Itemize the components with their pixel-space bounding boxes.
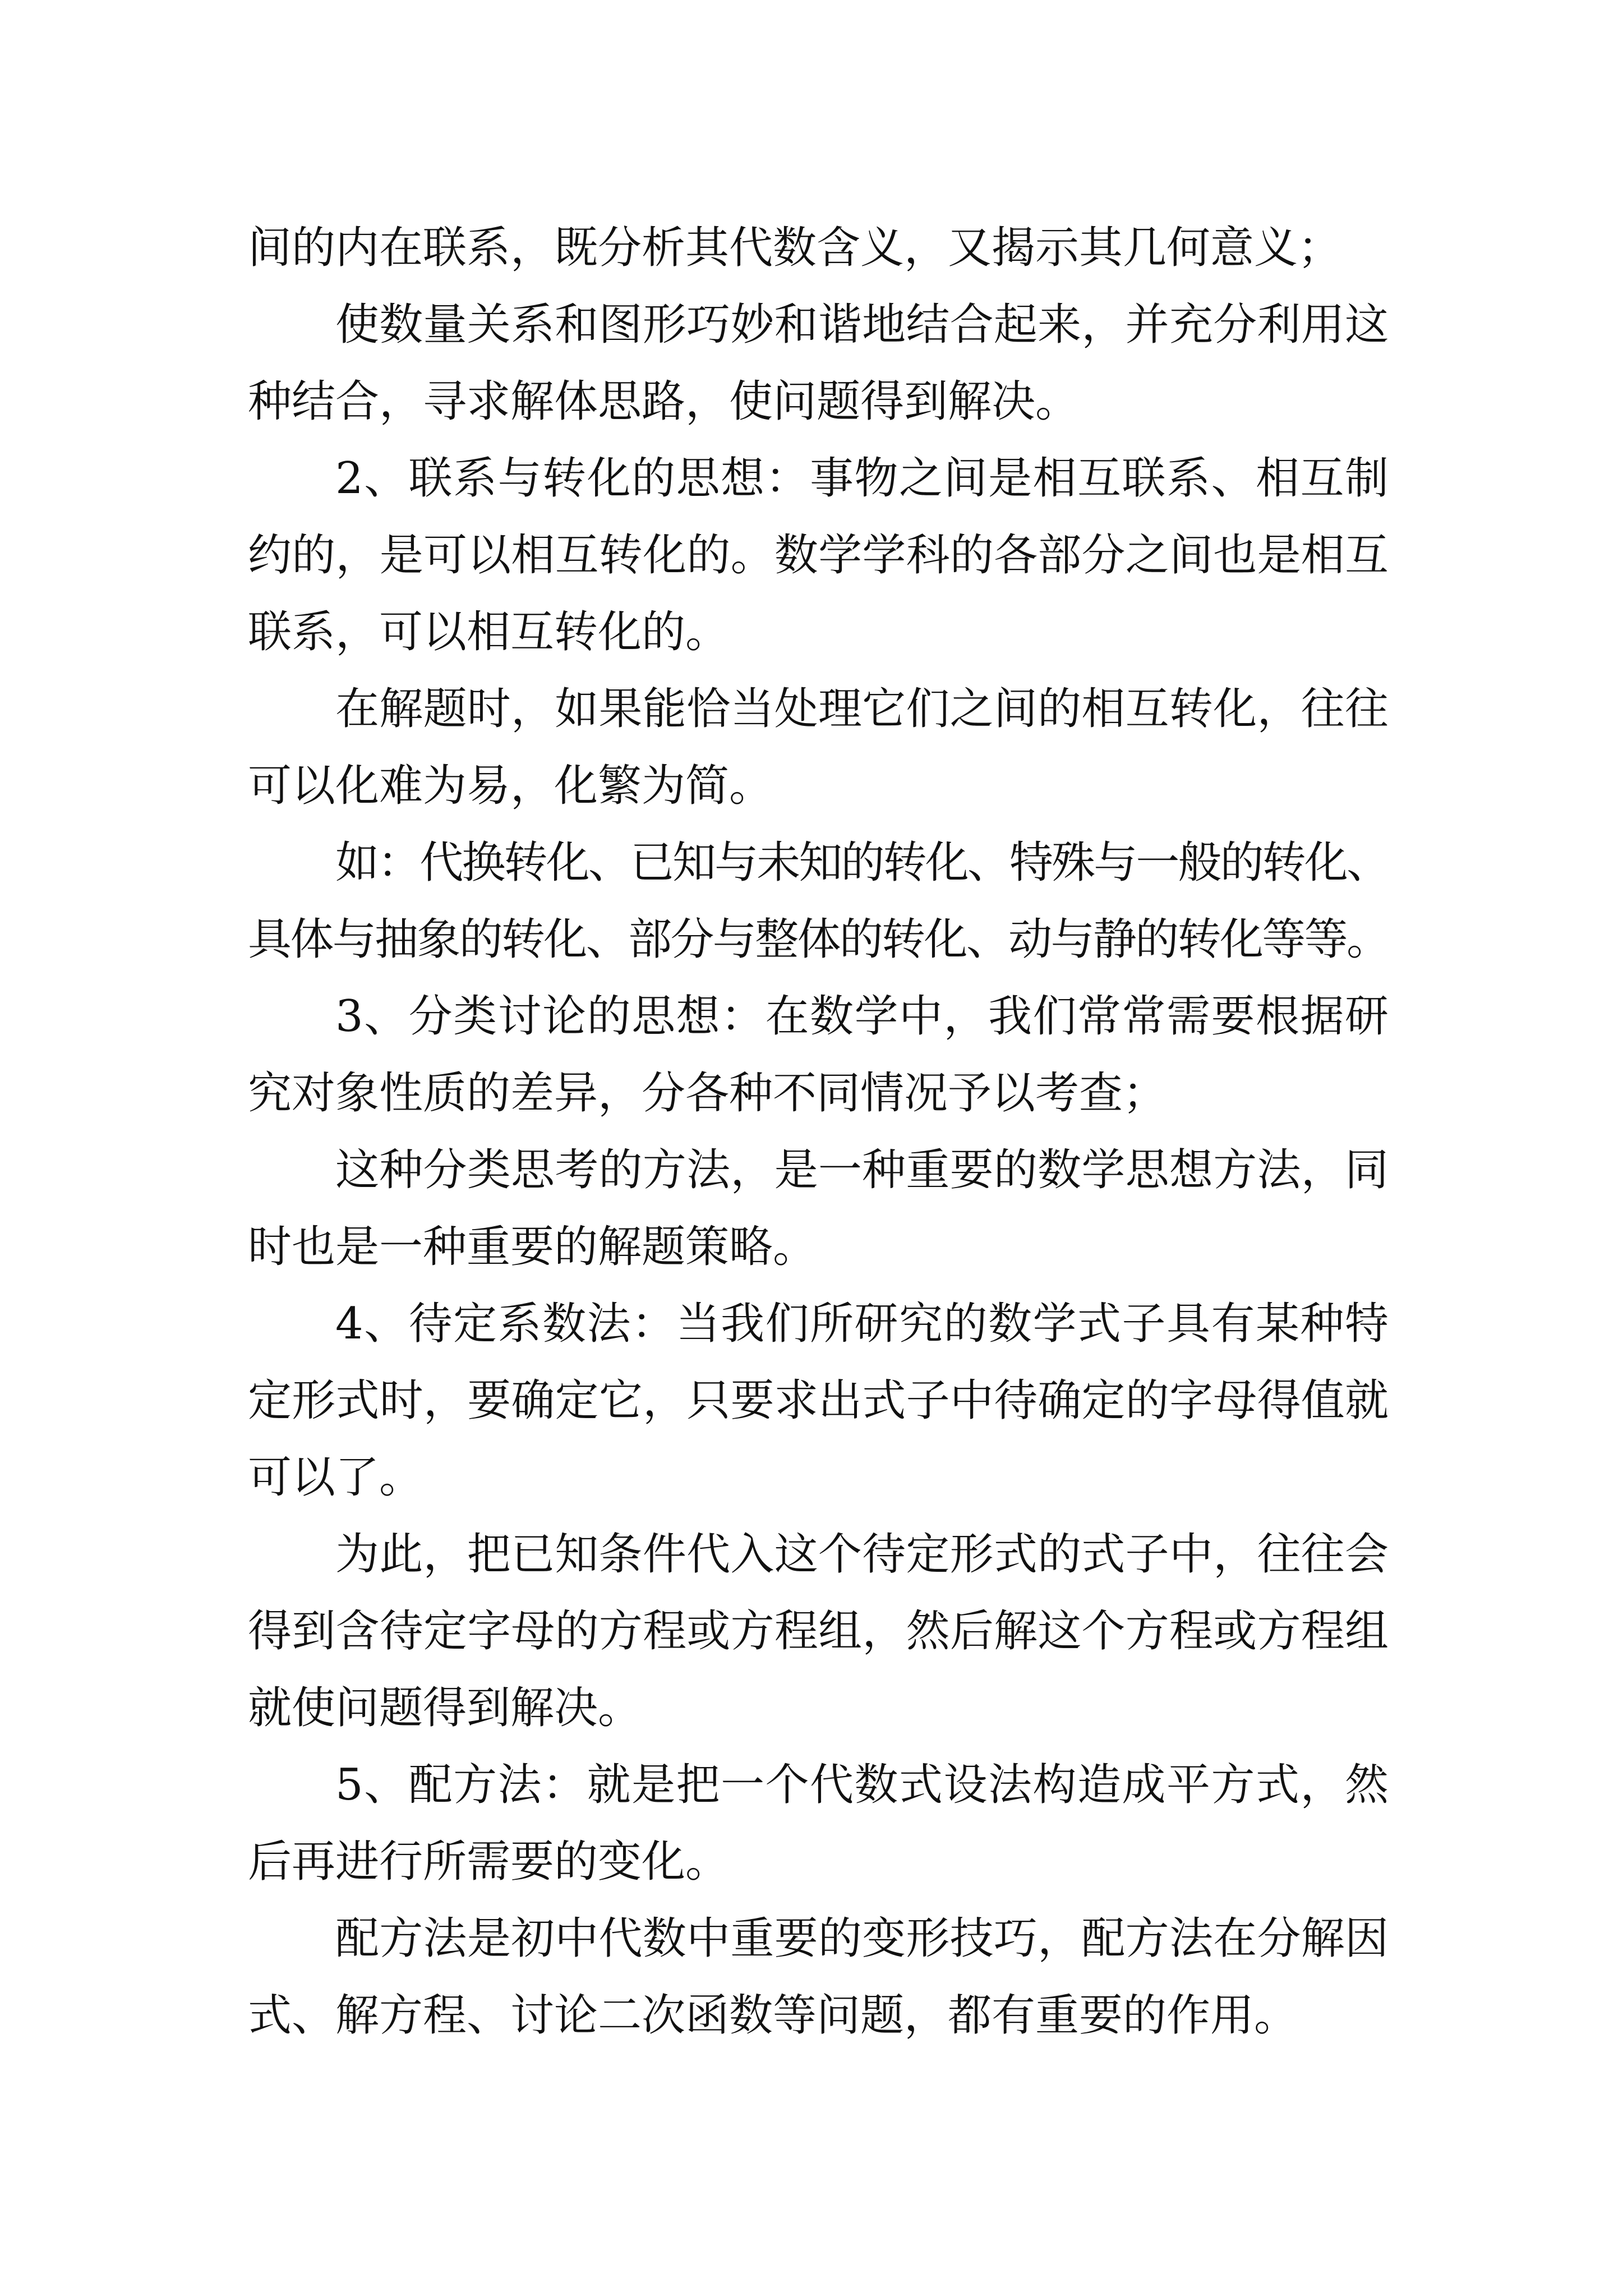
text-line: 具体与抽象的转化、部分与整体的转化、动与静的转化等等。 bbox=[248, 914, 1389, 965]
text-line: 配方法是初中代数中重要的变形技巧，配方法在分解因 bbox=[335, 1913, 1389, 1964]
text-line: 式、解方程、讨论二次函数等问题，都有重要的作用。 bbox=[248, 1990, 1298, 2041]
paragraph bbox=[248, 287, 1389, 440]
text-line: 4、待定系数法：当我们所研究的数学式子具有某种特 bbox=[335, 1299, 1389, 1349]
text-line: 这种分类思考的方法，是一种重要的数学思想方法，同 bbox=[335, 1145, 1389, 1195]
text-line: 可以了。 bbox=[248, 1452, 423, 1503]
text-line: 究对象性质的差异，分各种不同情况予以考查； bbox=[248, 1068, 1167, 1119]
paragraph bbox=[248, 1901, 1389, 2054]
text-line: 得到含待定字母的方程或方程组，然后解这个方程或方程组 bbox=[248, 1606, 1389, 1657]
text-line: 就使问题得到解决。 bbox=[248, 1683, 642, 1733]
text-line: 种结合，寻求解体思路，使问题得到解决。 bbox=[248, 376, 1080, 427]
document-body bbox=[248, 210, 1389, 2054]
text-line: 约的，是可以相互转化的。数学学科的各部分之间也是相互 bbox=[248, 530, 1389, 581]
paragraph bbox=[248, 978, 1389, 1132]
text-line: 在解题时，如果能恰当处理它们之间的相互转化，往往 bbox=[335, 684, 1389, 734]
paragraph bbox=[248, 671, 1389, 825]
paragraph bbox=[248, 440, 1389, 671]
text-line: 间的内在联系，既分析其代数含义，又揭示其几何意义； bbox=[248, 223, 1342, 273]
text-line: 5、配方法：就是把一个代数式设法构造成平方式，然 bbox=[335, 1760, 1389, 1810]
text-line: 联系，可以相互转化的。 bbox=[248, 607, 730, 657]
text-line: 时也是一种重要的解题策略。 bbox=[248, 1222, 817, 1272]
paragraph bbox=[248, 1286, 1389, 1516]
text-line: 如：代换转化、已知与未知的转化、特殊与一般的转化、 bbox=[335, 838, 1389, 888]
text-line: 使数量关系和图形巧妙和谐地结合起来，并充分利用这 bbox=[335, 300, 1389, 350]
text-line: 定形式时，要确定它，只要求出式子中待确定的字母得值就 bbox=[248, 1375, 1389, 1426]
text-line: 2、联系与转化的思想：事物之间是相互联系、相互制 bbox=[335, 453, 1389, 504]
paragraph bbox=[248, 1516, 1389, 1747]
paragraph bbox=[248, 1132, 1389, 1286]
paragraph bbox=[248, 210, 1389, 287]
text-line: 后再进行所需要的变化。 bbox=[248, 1837, 730, 1887]
text-line: 为此，把已知条件代入这个待定形式的式子中，往往会 bbox=[335, 1529, 1389, 1580]
paragraph bbox=[248, 1747, 1389, 1901]
text-line: 可以化难为易，化繁为简。 bbox=[248, 761, 773, 811]
paragraph bbox=[248, 825, 1389, 978]
text-line: 3、分类讨论的思想：在数学中，我们常常需要根据研 bbox=[335, 991, 1389, 1042]
